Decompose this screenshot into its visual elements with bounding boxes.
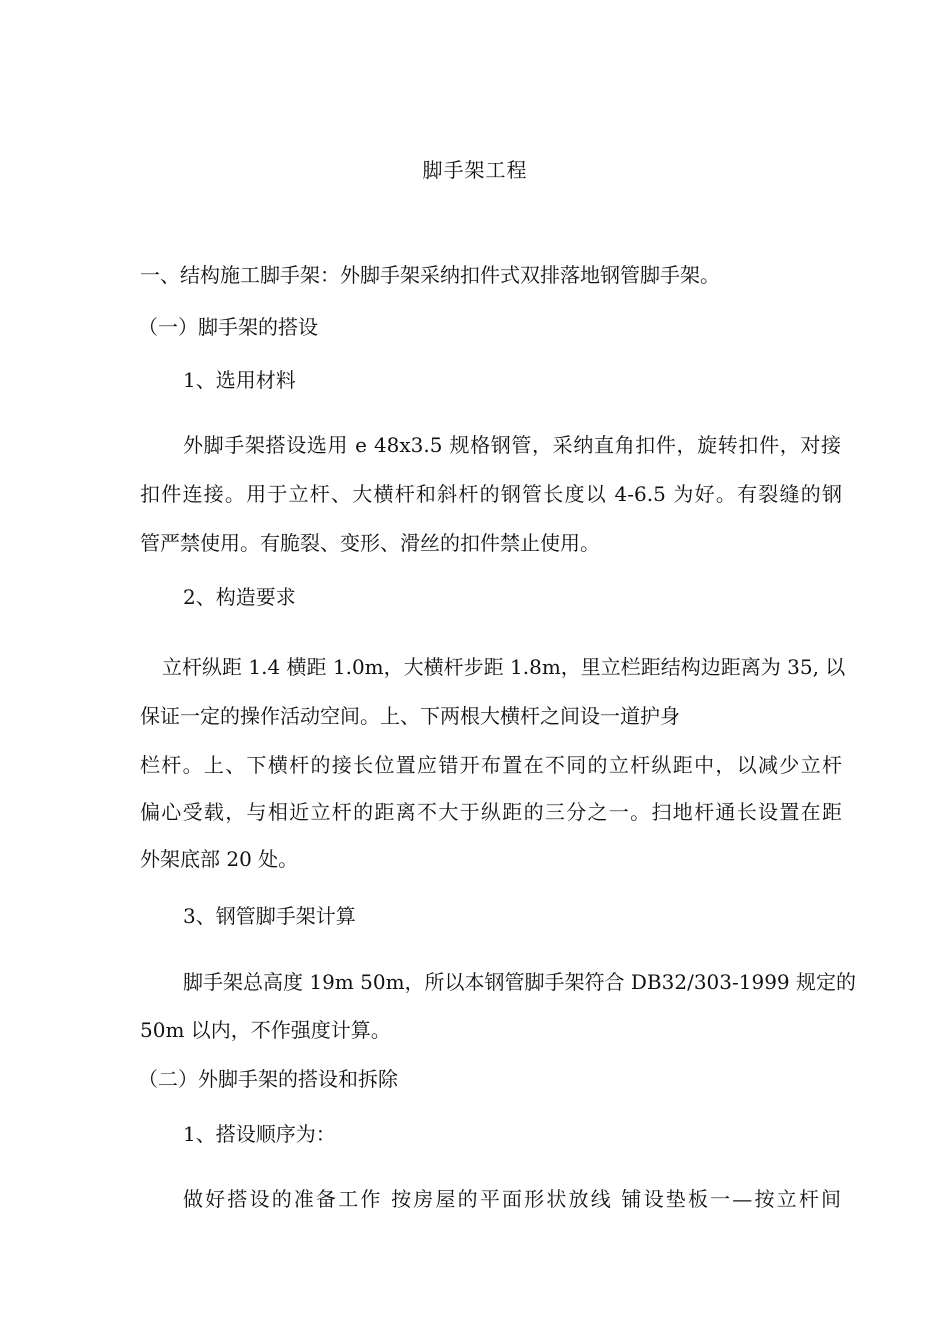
paragraph-line: 管严禁使用。有脆裂、变形、滑丝的扣件禁止使用。	[140, 531, 600, 555]
document-title: 脚手架工程	[422, 158, 528, 182]
paragraph-line: 做好搭设的准备工作 按房屋的平面形状放线 铺设垫板一—按立杆间	[183, 1187, 841, 1211]
section-heading-1: 一、结构施工脚手架：外脚手架采纳扣件式双排落地钢管脚手架。	[140, 263, 720, 287]
item-heading-calculation: 3、钢管脚手架计算	[183, 904, 356, 928]
paragraph-line: 偏心受载，与相近立杆的距离不大于纵距的三分之一。扫地杆通长设置在距	[140, 800, 842, 824]
item-heading-structure: 2、构造要求	[183, 585, 296, 609]
paragraph-line: 栏杆。上、下横杆的接长位置应错开布置在不同的立杆纵距中，以减少立杆	[140, 753, 842, 777]
paragraph-line: 外脚手架搭设选用 e 48x3.5 规格钢管，采纳直角扣件，旋转扣件，对接	[183, 433, 841, 457]
paragraph-line: 保证一定的操作活动空间。上、下两根大横杆之间设一道护身	[140, 704, 680, 728]
paragraph-line: 立杆纵距 1.4 横距 1.0m，大横杆步距 1.8m，里立栏距结构边距离为 35, 以	[162, 655, 846, 679]
paragraph-line: 外架底部 20 处。	[140, 847, 299, 871]
subsection-heading-2: （二）外脚手架的搭设和拆除	[138, 1067, 398, 1091]
item-heading-materials: 1、选用材料	[183, 368, 296, 392]
subsection-heading-1: （一）脚手架的搭设	[138, 315, 318, 339]
paragraph-line: 扣件连接。用于立杆、大横杆和斜杆的钢管长度以 4-6.5 为好。有裂缝的钢	[140, 482, 842, 506]
item-heading-sequence: 1、搭设顺序为：	[183, 1122, 336, 1146]
paragraph-line: 脚手架总高度 19m 50m，所以本钢管脚手架符合 DB32/303-1999 规定的	[183, 970, 857, 994]
paragraph-line: 50m 以内，不作强度计算。	[140, 1018, 391, 1042]
